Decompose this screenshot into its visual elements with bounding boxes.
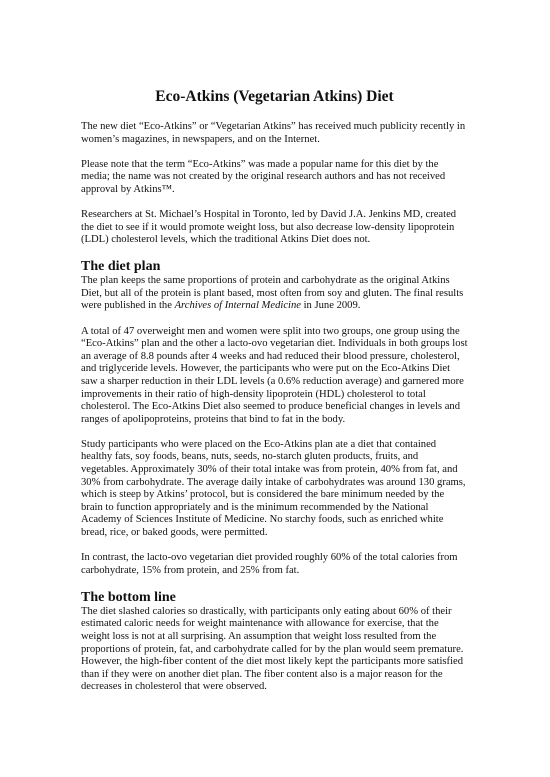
intro-paragraph-1: The new diet “Eco-Atkins” or “Vegetarian Atkins” has received much publicity recently in women’s magazines, in newspapers, and on the Internet.: [81, 121, 466, 145]
diet-plan-p1-text-before: The plan keeps the same proportions of protein and carbohydrate as the original Atkins Diet, but all of the protein is plant based, most often from soy and gluten. The final results were published in the: [81, 275, 464, 312]
diet-plan-paragraph-3: Study participants who were placed on the Eco-Atkins plan ate a diet that contained healthy fats, soy foods, beans, nuts, seeds, no-starch gluten products, fruits, and vegetables. Approximately 30% of their total intake was from protein, 40% from fat, and 30% from carbohydrate. The average daily intake of carbohydrates was around 130 grams, which is steep by Atkins’ protocol, but is considered the bare minimum needed by the brain to function appropriately and is the minimum recommended by the National Academy of Sciences Institute of Medicine. No starchy foods, such as enriched white bread, rice, or baked goods, were permitted.: [81, 438, 466, 538]
diet-plan-paragraph-1: [81, 275, 468, 313]
intro-paragraph-2: Please note that the term “Eco-Atkins” was made a popular name for this diet by the media; the name was not created by the original research authors and has not received approval by Atkins™.: [81, 158, 446, 195]
diet-plan-paragraph-2: A total of 47 overweight men and women were split into two groups, one group using the “Eco-Atkins” plan and the other a lacto-ovo vegetarian diet. Individuals in both groups lost an average of 8.8 pounds after 4 weeks and had reduced their blood pressure, cholesterol, and triglyceride levels. However, the participants who were put on the Eco-Atkins Diet saw a sharper reduction in their LDL levels (a 0.6% reduction average) and garnered more improvements in their ratio of high-density lipoprotein (HDL) cholesterol to total cholesterol. The Eco-Atkins Diet also seemed to produce beneficial changes in levels and ranges of apolipoproteins, proteins that bind to fat in the body.: [81, 325, 468, 425]
section-heading-diet-plan: The diet plan: [81, 259, 161, 275]
intro-paragraph-3: Researchers at St. Michael’s Hospital in Toronto, led by David J.A. Jenkins MD, created the diet to see if it would promote weight loss, but also decrease low-density lipoprotein (LDL) cholesterol levels, which the traditional Atkins Diet does not.: [81, 208, 457, 246]
diet-plan-p1-text-after: in June 2009.: [300, 300, 361, 312]
journal-name: Archives of Internal Medicine: [174, 300, 301, 312]
bottom-line-paragraph-1: The diet slashed calories so drastically, with participants only eating about 60% of their estimated caloric needs for weight maintenance with allowance for exercise, that the weight loss is not at all surprising. An assumption that weight loss resulted from the proportions of protein, fat, and carbohydrate called for by the plan would seem premature. However, the high-fiber content of the diet most likely kept the participants more satisfied than if they were on another diet plan. The fiber content also is a major reason for the decreases in cholesterol that were observed.: [81, 605, 464, 693]
document-title: Eco-Atkins (Vegetarian Atkins) Diet: [155, 88, 394, 105]
diet-plan-paragraph-4: In contrast, the lacto-ovo vegetarian diet provided roughly 60% of the total calories from carbohydrate, 15% from protein, and 25% from fat.: [81, 552, 458, 576]
section-heading-bottom-line: The bottom line: [81, 589, 176, 605]
